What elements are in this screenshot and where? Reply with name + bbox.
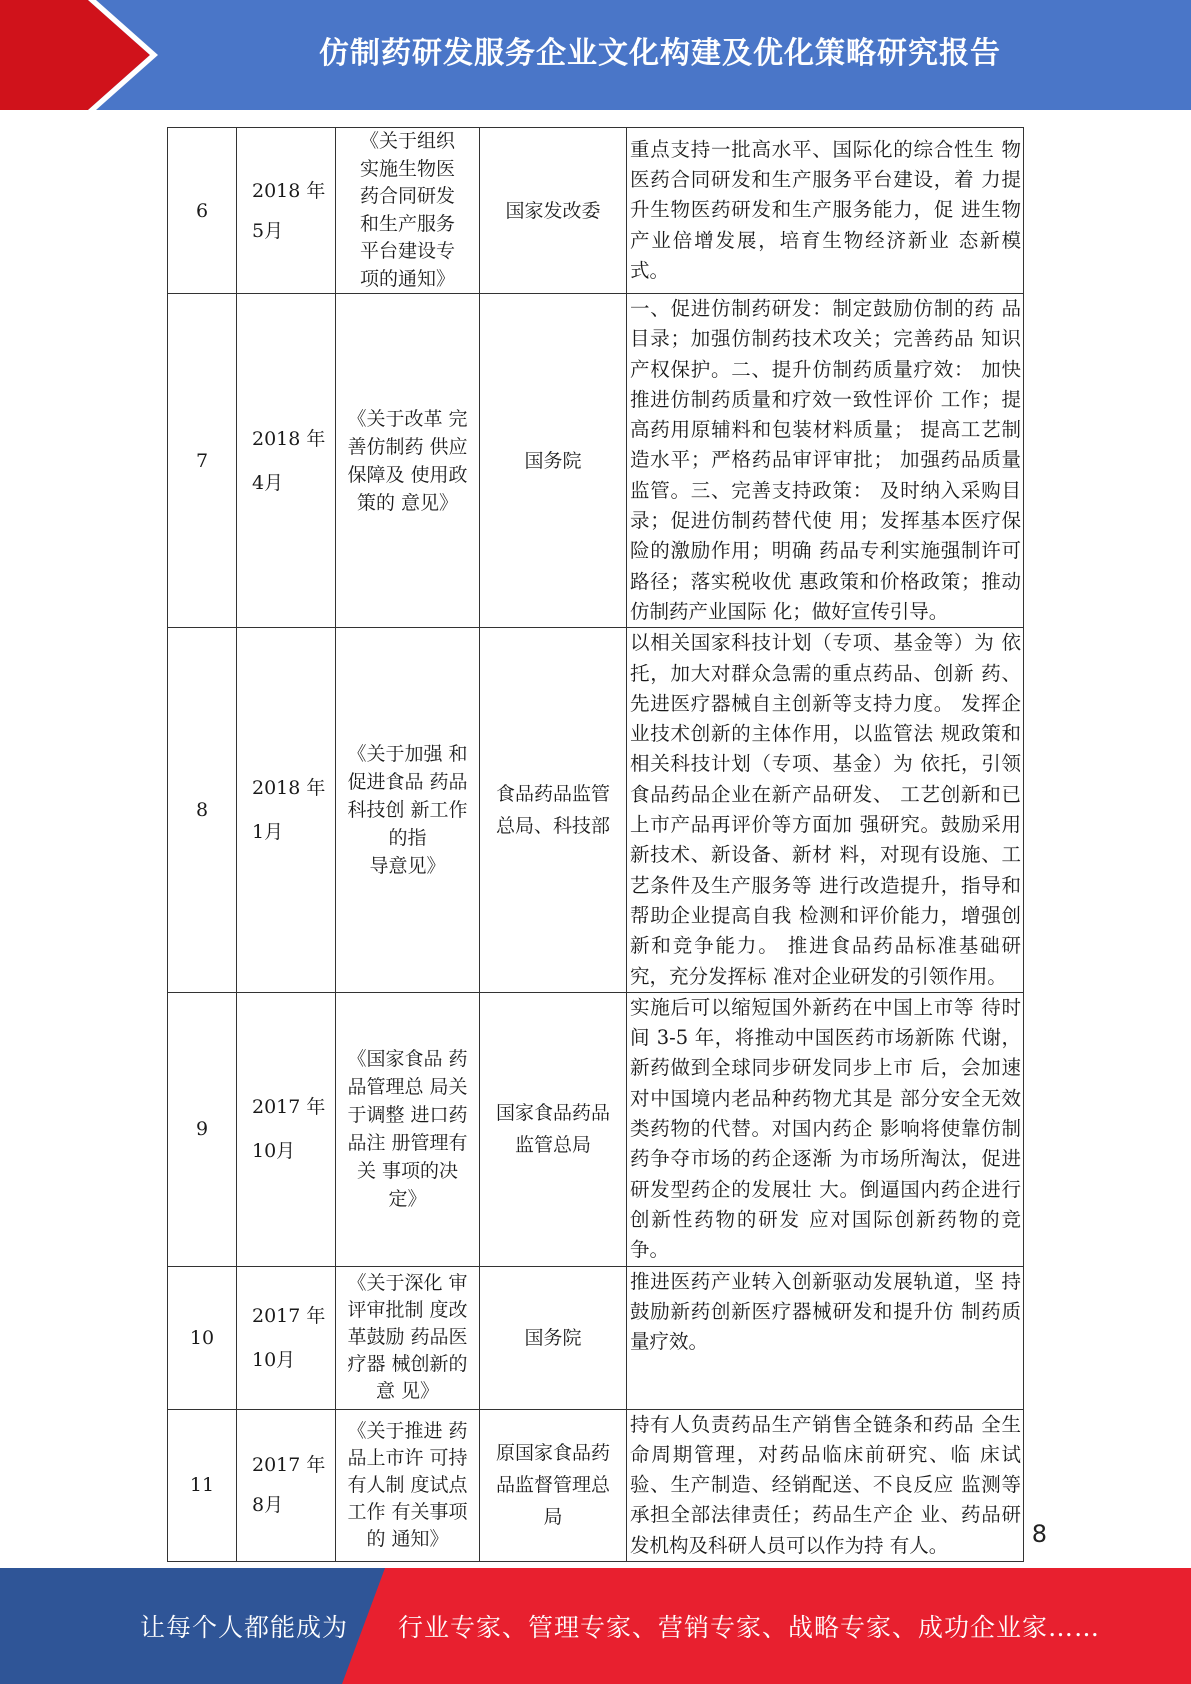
page-header (0, 0, 1191, 110)
row-number: 10 (168, 1266, 237, 1409)
content-text: 一、促进仿制药研发：制定鼓励仿制的药 品目录；加强仿制药技术攻关；完善药品 知识产权保护。二、提升仿制药质量疗效： 加快推进仿制药质量和疗效一致性评价 工作；提高药用原辅料和包装材料质量； 提高工艺制造水平；严格药品审评审批； 加强药品质量监管。三、完善支持政策： 及时纳入采购目录；促进仿制药替代使 用；发挥基本医疗保险的激励作用；明确 药品专利实施强制许可路径；落实税收优 惠政策和价格政策；推动仿制药产业国际 化；做好宣传引导。 (630, 297, 1021, 623)
content-text: 实施后可以缩短国外新药在中国上市等 待时间 3-5 年，将推动中国医药市场新陈 代谢，新药做到全球同步研发同步上市 后，会加速对中国境内老品种药物尤其是 部分安全无效类药物的代替。对国内药企 影响将使靠仿制药争夺市场的药企逐渐 为市场所淘汰，促进研发型药企的发展壮 大。倒逼国内药企进行创新性药物的研发 应对国际创新药物的竞争。 (630, 995, 1021, 1262)
row-date (237, 294, 336, 628)
table-row (168, 128, 1024, 294)
row-date (237, 1266, 336, 1409)
row-number: 11 (168, 1409, 237, 1561)
page-footer (0, 1568, 1191, 1684)
date-text: 2017 年 8月 (252, 1454, 326, 1517)
footer-slogan-left: 让每个人都能成为 (140, 1613, 349, 1642)
table-row (168, 294, 1024, 628)
row-number: 6 (168, 128, 237, 294)
issuer-text: 国务院 (524, 1326, 582, 1349)
date-text: 2017 年 10月 (252, 1096, 326, 1163)
date-text: 2018 年 4月 (252, 427, 326, 494)
issuer-text: 原国家食品药 品监督管理总 局 (495, 1442, 610, 1529)
row-title (336, 1266, 480, 1409)
table-row (168, 1266, 1024, 1409)
date-text: 2018 年 5月 (252, 179, 326, 242)
report-title: 仿制药研发服务企业文化构建及优化策略研究报告 (319, 36, 1001, 71)
row-issuer (480, 1409, 627, 1561)
row-title (336, 1409, 480, 1561)
row-title (336, 128, 480, 294)
row-number: 9 (168, 992, 237, 1266)
issuer-text: 国家发改委 (505, 199, 601, 222)
policy-table-container (167, 127, 1024, 1562)
content-text: 推进医药产业转入创新驱动发展轨道，坚 持鼓励新药创新医疗器械研发和提升仿 制药质量疗效。 (630, 1269, 1021, 1354)
row-date (237, 128, 336, 294)
row-title (336, 294, 480, 628)
row-date (237, 992, 336, 1266)
title-text: 《关于加强 和 促进食品 药品 科技创 新工作 的指 导意见》 (347, 743, 468, 878)
table-row (168, 992, 1024, 1266)
title-text: 《关于改革 完 善仿制药 供应 保障及 使用政 策的 意见》 (347, 407, 468, 514)
content-text: 以相关国家科技计划（专项、基金等）为 依托，加大对群众急需的重点药品、创新 药、先进医疗器械自主创新等支持力度。 发挥企业技术创新的主体作用，以监管法 规政策和相关科技计划（专项、基金）为 依托，引领食品药品企业在新产品研发、 工艺创新和已上市产品再评价等方面加 强研究。鼓励采用新技术、新设备、新材 料，对现有设施、工艺条件及生产服务等 进行改造提升，指导和帮助企业提高自我 检测和评价能力，增强创新和竞争能力。 推进食品药品标准基础研究，充分发挥标 准对企业研发的引领作用。 (630, 631, 1021, 988)
row-number: 8 (168, 628, 237, 993)
issuer-text: 国家食品药品 监管总局 (495, 1102, 610, 1157)
row-date (237, 628, 336, 993)
row-number: 7 (168, 294, 237, 628)
date-text: 2017 年 10月 (252, 1304, 326, 1371)
content-text: 持有人负责药品生产销售全链条和药品 全生命周期管理，对药品临床前研究、临 床试验、生产制造、经销配送、不良反应 监测等承担全部法律责任；药品生产企 业、药品研发机构及科研人员可以作为持 有人。 (630, 1412, 1021, 1557)
row-content (627, 294, 1024, 628)
table-row (168, 628, 1024, 993)
content-text: 重点支持一批高水平、国际化的综合性生 物医药合同研发和生产服务平台建设，着 力提升生物医药研发和生产服务能力，促 进生物产业倍增发展，培育生物经济新业 态新模式。 (630, 137, 1021, 282)
title-text: 《关于深化 审 评审批制 度改 革鼓励 药品医 疗器 械创新的 意 见》 (347, 1272, 468, 1402)
row-content (627, 992, 1024, 1266)
page-number: 8 (1031, 1520, 1047, 1548)
issuer-text: 国务院 (524, 449, 582, 472)
title-text: 《国家食品 药 品管理总 局关 于调整 进口药 品注 册管理有 关 事项的决 定》 (347, 1048, 468, 1211)
row-content (627, 1409, 1024, 1561)
policy-table (167, 127, 1024, 1562)
row-content (627, 628, 1024, 993)
title-text: 《关于组织 实施生物医 药合同研发 和生产服务 平台建设专 项的通知》 (359, 130, 455, 290)
title-text: 《关于推进 药 品上市许 可持 有人制 度试点 工作 有关事项 的 通知》 (347, 1419, 468, 1550)
row-issuer (480, 992, 627, 1266)
row-content (627, 128, 1024, 294)
row-content (627, 1266, 1024, 1409)
header-arrow-icon (0, 0, 160, 110)
table-row (168, 1409, 1024, 1561)
row-issuer (480, 294, 627, 628)
row-issuer (480, 128, 627, 294)
row-issuer (480, 628, 627, 993)
issuer-text: 食品药品监管 总局、科技部 (495, 783, 610, 838)
row-date (237, 1409, 336, 1561)
date-text: 2018 年 1月 (252, 777, 326, 844)
row-title (336, 992, 480, 1266)
row-issuer (480, 1266, 627, 1409)
row-title (336, 628, 480, 993)
footer-slogan-right: 行业专家、管理专家、营销专家、战略专家、成功企业家…… (398, 1613, 1101, 1642)
